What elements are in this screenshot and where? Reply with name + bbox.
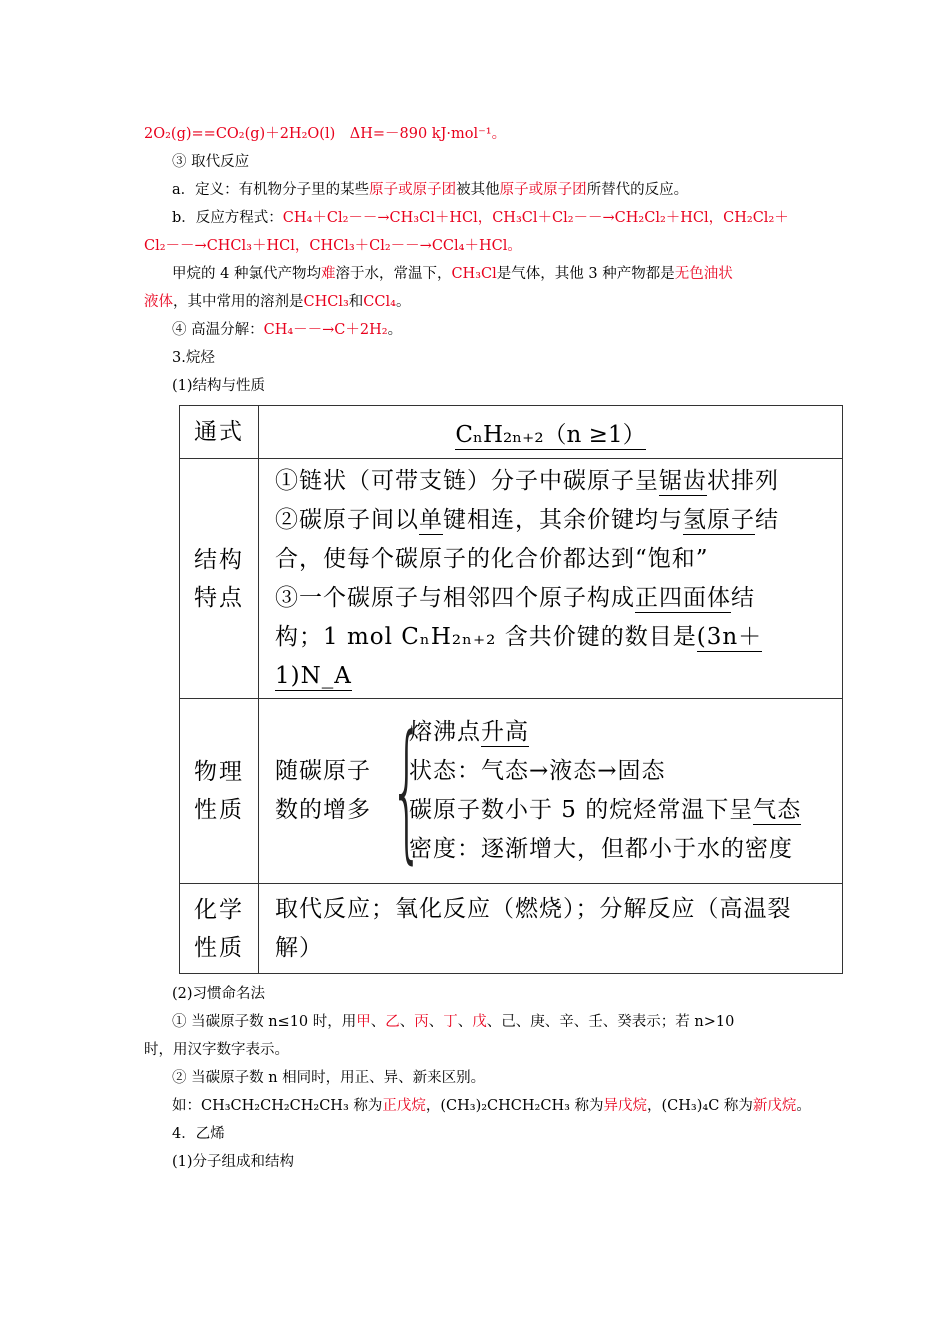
- section-heading-alkane: 3.烷烃: [172, 350, 215, 366]
- row-header-physical: 物理 性质: [180, 699, 259, 884]
- chloro-products-line-2: [144, 292, 410, 312]
- chloro-products-line: [172, 264, 733, 284]
- label-text: ④ 高温分解：: [172, 322, 264, 338]
- row-header-structure: 结构 特点: [180, 459, 259, 699]
- section-heading-ethylene: 4．乙烯: [172, 1126, 225, 1142]
- equation-line: 2O₂(g)==CO₂(g)＋2H₂O(l) ΔH=－890 kJ·mol⁻¹。: [144, 126, 507, 142]
- answer-blank: 单: [419, 506, 443, 533]
- table-row: [180, 884, 843, 974]
- answer-blank: CH₄＋Cl₂－－→CH₃Cl＋HCl，CH₃Cl＋Cl₂－－→CH₂Cl₂＋HCl，CH₂Cl₂＋: [282, 210, 789, 226]
- naming-example: 如：CH₃CH₂CH₂CH₂CH₃ 称为正戊烷，(CH₃)₂CHCH₂CH₃ 称为异戊烷，(CH₃)₄C 称为新戊烷。: [172, 1098, 811, 1114]
- table-row: [180, 459, 843, 699]
- answer-blank: 原子或原子团: [369, 182, 457, 198]
- definition-text: 所替代的反应。: [586, 182, 689, 198]
- naming-rule-1: ① 当碳原子数 n≤10 时，用甲、乙、丙、丁、戊、己、庚、辛、壬、癸表示；若 n>10: [172, 1014, 735, 1030]
- answer-blank: CH₃Cl: [451, 266, 497, 282]
- body-text: 和: [348, 294, 364, 310]
- body-text: 。: [387, 322, 403, 338]
- answer-blank: CH₄－－→C＋2H₂: [263, 322, 388, 338]
- heading-substitution: ③ 取代反应: [172, 154, 250, 170]
- table-row: [180, 699, 843, 884]
- subheading-composition: (1)分子组成和结构: [172, 1154, 295, 1170]
- answer-blank: CHCl₃: [303, 294, 349, 310]
- general-formula: CₙH₂ₙ₊₂（n ≥1）: [455, 421, 646, 448]
- answer-blank: 正四面体: [635, 584, 731, 611]
- naming-rule-2: ② 当碳原子数 n 相同时，用正、异、新来区别。: [172, 1070, 486, 1086]
- naming-rule-1-cont: 时，用汉字数字表示。: [144, 1042, 289, 1058]
- answer-blank: (3n＋1)N_A: [275, 623, 763, 689]
- trend-label: 随碳原子 数的增多: [275, 758, 371, 823]
- alkane-properties-table: [179, 405, 843, 974]
- answer-blank: 正戊烷: [382, 1098, 426, 1114]
- body-text: 。: [395, 294, 411, 310]
- answer-blank: 新戊烷: [752, 1098, 797, 1114]
- answer-blank: CCl₄: [363, 294, 396, 310]
- reaction-equations-line: [172, 208, 789, 228]
- structure-cell: ①链状（可带支链）分子中碳原子呈锯齿状排列 ②碳原子间以单键相连，其余价键均与氢原子结 合，使每个碳原子的化合价都达到“饱和” ③一个碳原子与相邻四个原子构成正四面体结 构；1 mol CₙH₂ₙ₊₂ 含共价键的数目是(3n＋1)N_A: [259, 459, 843, 699]
- answer-blank: 原子或原子团: [499, 182, 587, 198]
- answer-blank: 丙: [414, 1014, 429, 1030]
- answer-blank: 氢原子: [683, 506, 755, 533]
- answer-blank: 气态: [753, 797, 802, 823]
- body-text: 是气体，其他 3 种产物都是: [496, 266, 675, 282]
- answer-blank: 异戊烷: [603, 1098, 648, 1114]
- subheading-structure: (1)结构与性质: [172, 378, 266, 394]
- decomposition-line: [172, 320, 402, 340]
- answer-blank: 锯齿: [659, 467, 707, 494]
- answer-blank: 升高: [481, 719, 529, 745]
- reaction-equations-line-2: Cl₂－－→CHCl₃＋HCl，CHCl₃＋Cl₂－－→CCl₄＋HCl。: [144, 238, 522, 254]
- definition-line: [172, 180, 688, 200]
- physical-cell: 随碳原子 数的增多 { 熔沸点升高 状态：气态→液态→固态 碳原子数小于 5 的烷烃常温下呈气态 密度：逐渐增大，但都小于水的密度: [259, 699, 843, 884]
- row-header-chemical: 化学 性质: [180, 884, 259, 974]
- body-text: 甲烷的 4 种氯代产物均: [172, 266, 321, 282]
- table-row: [180, 406, 843, 459]
- formula-cell: [259, 406, 843, 459]
- answer-blank: 甲: [356, 1014, 371, 1030]
- label-text: b．反应方程式：: [172, 210, 283, 226]
- answer-blank: 乙: [385, 1014, 400, 1030]
- row-header-formula: 通式: [180, 406, 259, 459]
- definition-text: 被其他: [456, 182, 500, 198]
- answer-blank: 无色油状: [674, 266, 733, 282]
- body-text: 溶于水，常温下，: [335, 266, 452, 282]
- definition-text: a．定义：有机物分子里的某些: [172, 182, 370, 198]
- answer-blank: 难: [320, 266, 336, 282]
- answer-blank: 液体: [144, 294, 173, 310]
- chemical-cell: 取代反应；氧化反应（燃烧）；分解反应（高温裂 解）: [259, 884, 843, 974]
- left-brace-icon: {: [390, 704, 424, 878]
- answer-blank: 丁: [443, 1014, 458, 1030]
- subheading-naming: (2)习惯命名法: [172, 986, 266, 1002]
- body-text: ，其中常用的溶剂是: [173, 294, 304, 310]
- answer-blank: 戊: [472, 1014, 487, 1030]
